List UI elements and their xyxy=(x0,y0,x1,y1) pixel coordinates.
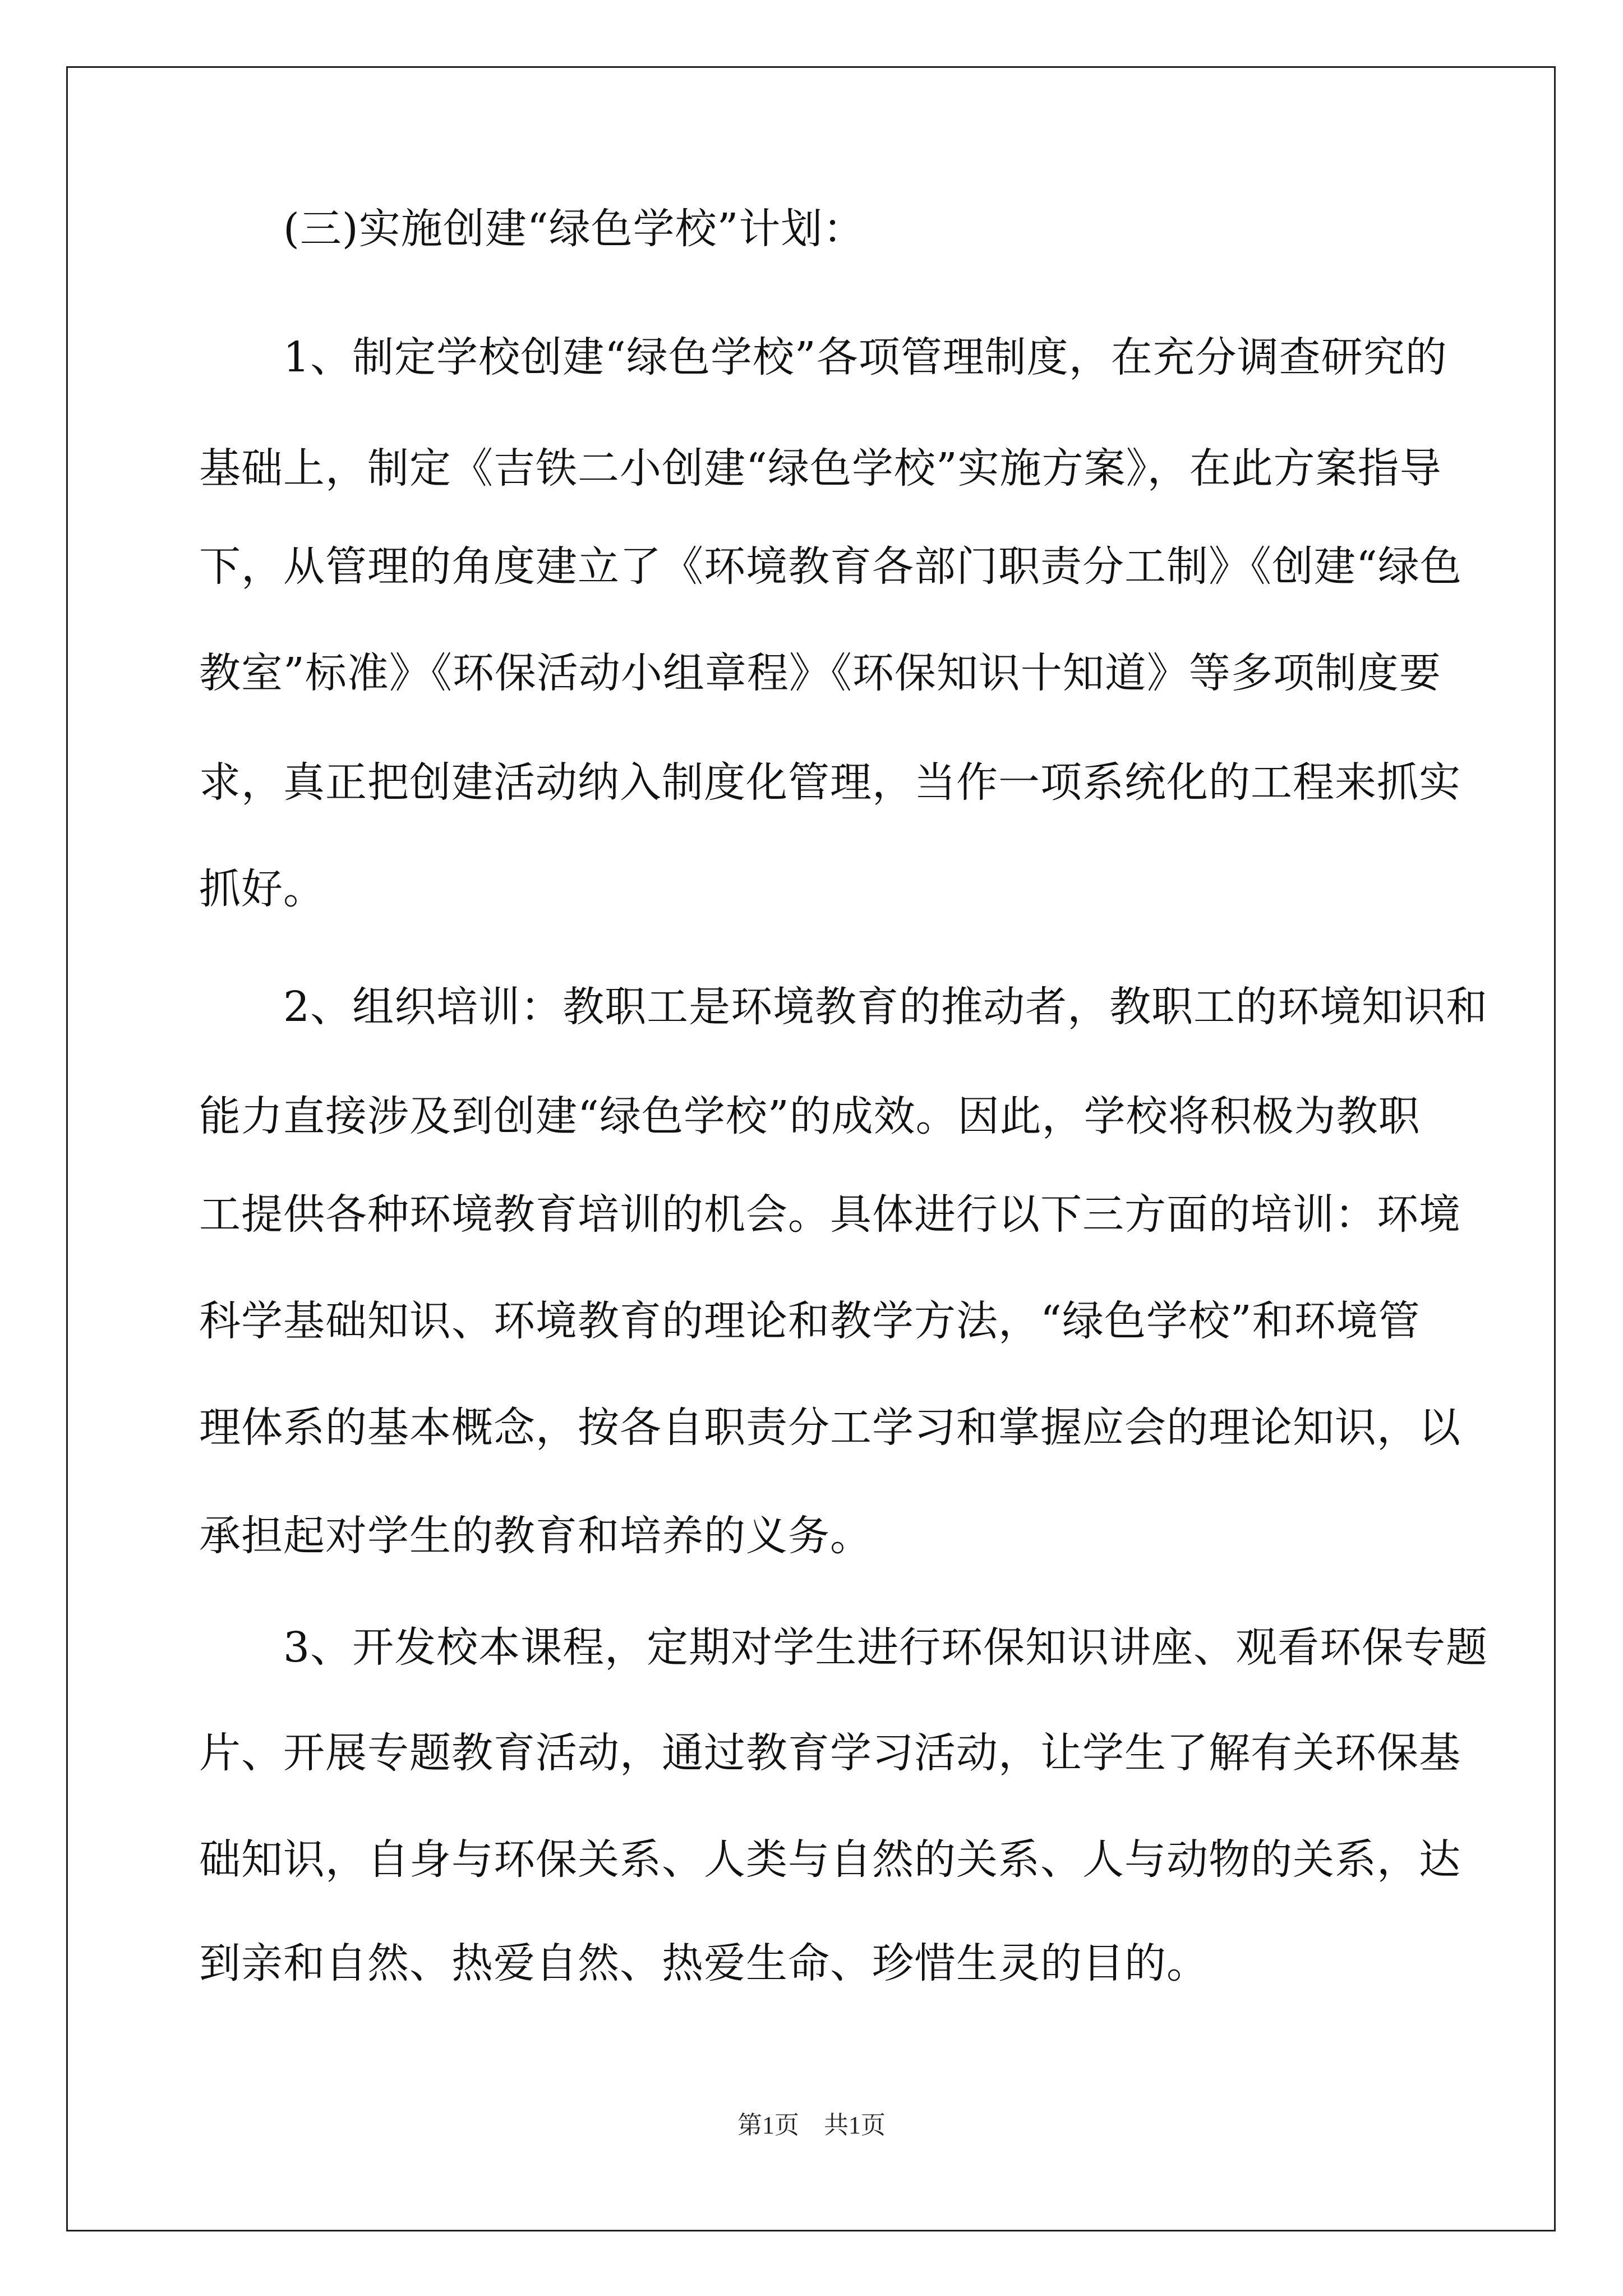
text-line: 工提供各种环境教育培训的机会。具体进行以下三方面的培训：环境 xyxy=(199,1190,1461,1239)
text-line: 能力直接涉及到创建“绿色学校”的成效。因此，学校将积极为教职 xyxy=(199,1092,1421,1140)
text-line: 承担起对学生的教育和培养的义务。 xyxy=(199,1512,872,1560)
text-line: 础知识，自身与环保关系、人类与自然的关系、人与动物的关系，达 xyxy=(199,1835,1461,1884)
text-line: 科学基础知识、环境教育的理论和教学方法，“绿色学校”和环境管 xyxy=(199,1297,1421,1345)
text-line: 下，从管理的角度建立了《环境教育各部门职责分工制》《创建“绿色 xyxy=(199,542,1462,591)
text-line: 抓好。 xyxy=(199,865,325,913)
text-line: 片、开展专题教育活动，通过教育学习活动，让学生了解有关环保基 xyxy=(199,1729,1461,1777)
text-line: 基础上，制定《吉铁二小创建“绿色学校”实施方案》，在此方案指导 xyxy=(199,444,1442,493)
page-number-footer: 第1页 共1页 xyxy=(737,2111,886,2139)
paragraph-heading-line: (三)实施创建“绿色学校”计划： xyxy=(199,205,865,253)
text-line: 3、开发校本课程，定期对学生进行环保知识讲座、观看环保专题 xyxy=(199,1623,1488,1672)
text-line: 到亲和自然、热爱自然、热爱生命、珍惜生灵的目的。 xyxy=(199,1939,1209,1987)
text-line: 求，真正把创建活动纳入制度化管理，当作一项系统化的工程来抓实 xyxy=(199,758,1461,807)
text-line: 教室”标准》《环保活动小组章程》《环保知识十知道》等多项制度要 xyxy=(199,649,1441,697)
page-border xyxy=(66,66,1556,2231)
text-line: 理体系的基本概念，按各自职责分工学习和掌握应会的理论知识，以 xyxy=(199,1404,1461,1452)
text-line: 1、制定学校创建“绿色学校”各项管理制度，在充分调查研究的 xyxy=(199,333,1447,381)
text-line: 2、组织培训：教职工是环境教育的推动者，教职工的环境知识和 xyxy=(199,983,1488,1031)
